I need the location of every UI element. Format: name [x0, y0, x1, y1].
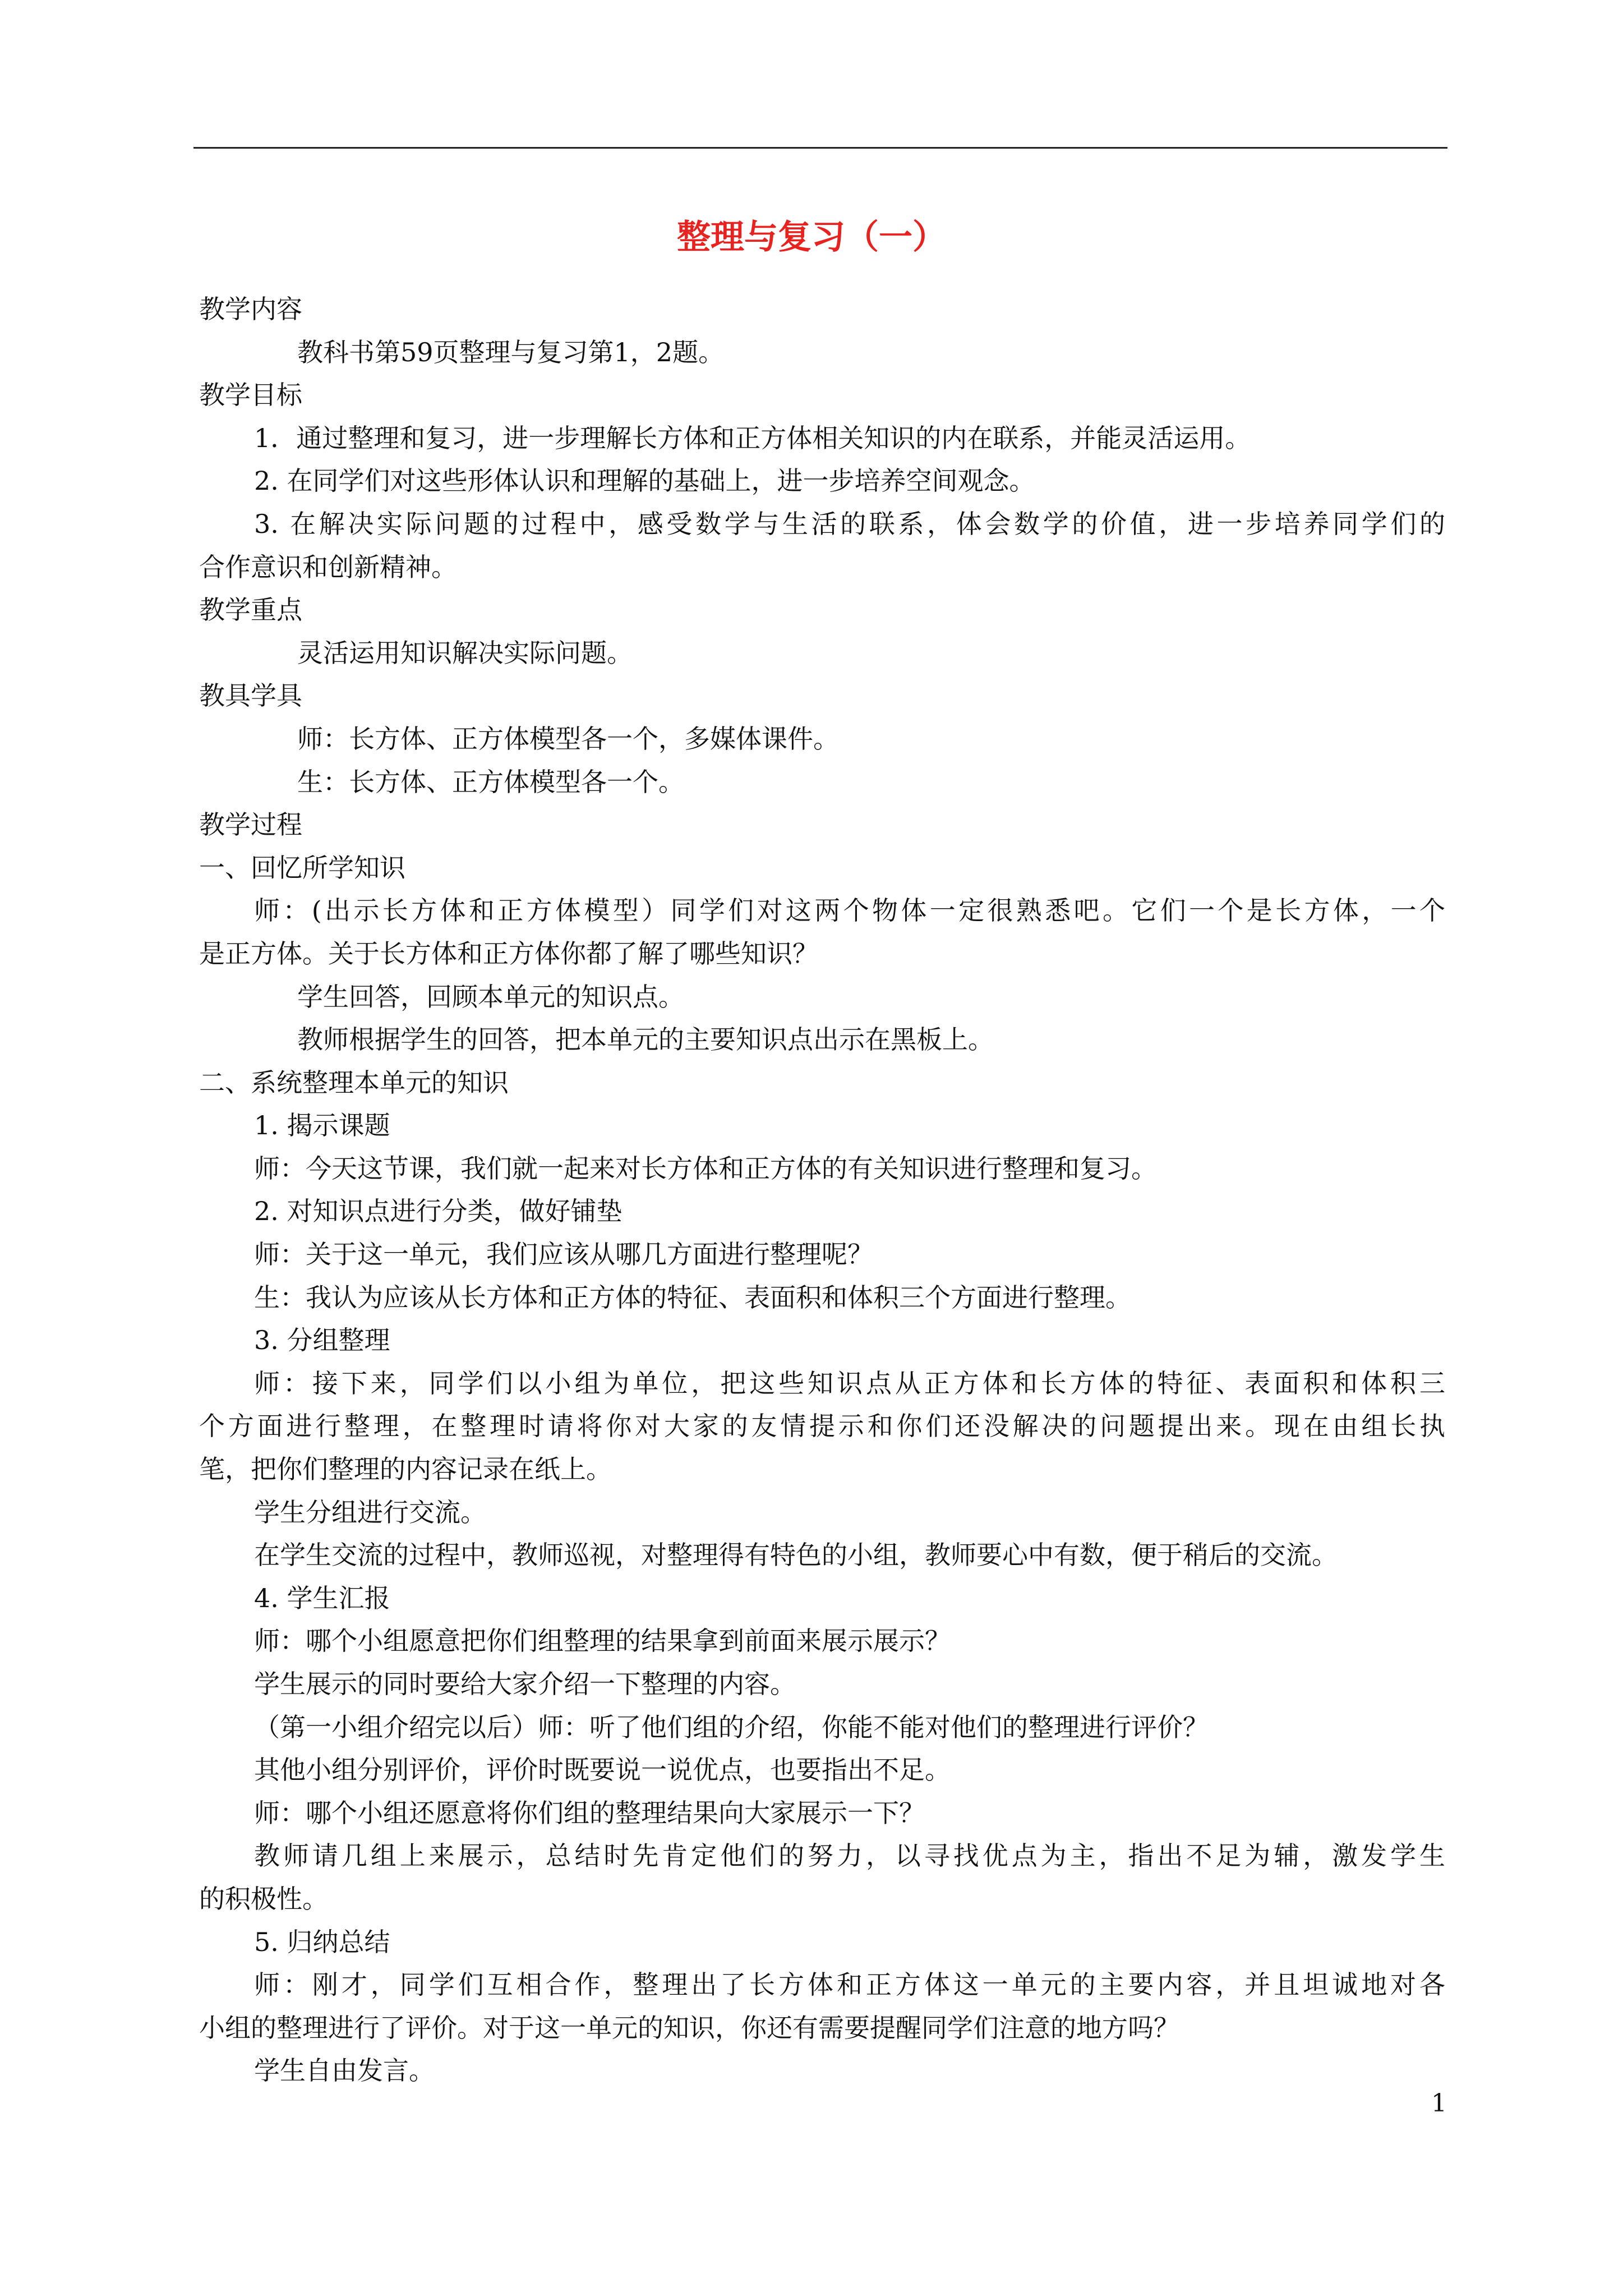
document-body — [199, 288, 1445, 2092]
paragraph-line: 师：今天这节课，我们就一起来对长方体和正方体的有关知识进行整理和复习。 — [254, 1153, 1157, 1184]
paragraph-line: 教师请几组上来展示，总结时先肯定他们的努力，以寻找优点为主，指出不足为辅，激发学生 — [254, 1841, 1445, 1871]
step-heading: 4. 学生汇报 — [254, 1582, 390, 1613]
page-number: 1 — [1431, 2089, 1447, 2118]
paragraph-line: 师：长方体、正方体模型各一个，多媒体课件。 — [297, 723, 839, 754]
paragraph-line: 生：长方体、正方体模型各一个。 — [297, 766, 684, 797]
paragraph-line: 教科书第59页整理与复习第1，2题。 — [297, 337, 725, 367]
subsection-heading: 一、回忆所学知识 — [199, 852, 405, 883]
section-heading: 教学过程 — [199, 809, 302, 840]
paragraph-line: 小组的整理进行了评价。对于这一单元的知识，你还有需要提醒同学们注意的地方吗？ — [199, 2012, 1179, 2043]
paragraph-line: 学生回答，回顾本单元的知识点。 — [297, 981, 684, 1012]
paragraph-line: 学生展示的同时要给大家介绍一下整理的内容。 — [254, 1669, 796, 1699]
paragraph-line: 合作意识和创新精神。 — [199, 551, 457, 582]
section-heading: 教学目标 — [199, 380, 302, 411]
paragraph-line: 教师根据学生的回答，把本单元的主要知识点出示在黑板上。 — [297, 1024, 994, 1055]
section-heading: 教学重点 — [199, 595, 302, 625]
paragraph-line: 在学生交流的过程中，教师巡视，对整理得有特色的小组，教师要心中有数，便于稍后的交流。 — [254, 1540, 1338, 1571]
paragraph-line: 师：(出示长方体和正方体模型）同学们对这两个物体一定很熟悉吧。它们一个是长方体，一个 — [254, 895, 1445, 926]
paragraph-line: 师：哪个小组愿意把你们组整理的结果拿到前面来展示展示？ — [254, 1626, 951, 1657]
list-item: 1．通过整理和复习，进一步理解长方体和正方体相关知识的内在联系，并能灵活运用。 — [254, 422, 1251, 453]
paragraph-line: 灵活运用知识解决实际问题。 — [297, 637, 633, 668]
list-item: 2. 在同学们对这些形体认识和理解的基础上，进一步培养空间观念。 — [254, 466, 1035, 496]
header-rule — [193, 147, 1447, 149]
paragraph-line: 生：我认为应该从长方体和正方体的特征、表面积和体积三个方面进行整理。 — [254, 1282, 1131, 1313]
paragraph-line: 师：哪个小组还愿意将你们组的整理结果向大家展示一下？ — [254, 1797, 925, 1828]
section-heading: 教具学具 — [199, 680, 302, 711]
document-title: 整理与复习（一） — [677, 218, 946, 257]
step-heading: 3. 分组整理 — [254, 1325, 390, 1356]
list-item: 3. 在解决实际问题的过程中，感受数学与生活的联系，体会数学的价值，进一步培养同学们的 — [254, 508, 1445, 539]
step-heading: 5. 归纳总结 — [254, 1926, 390, 1957]
paragraph-line: 是正方体。关于长方体和正方体你都了解了哪些知识？ — [199, 938, 818, 969]
paragraph-line: 学生分组进行交流。 — [254, 1497, 486, 1527]
paragraph-line: 师：刚才，同学们互相合作，整理出了长方体和正方体这一单元的主要内容，并且坦诚地对各 — [254, 1970, 1445, 2000]
paragraph-line: 师：关于这一单元，我们应该从哪几方面进行整理呢？ — [254, 1239, 873, 1270]
paragraph-line: 其他小组分别评价，评价时既要说一说优点，也要指出不足。 — [254, 1755, 951, 1786]
paragraph-line: 笔，把你们整理的内容记录在纸上。 — [199, 1454, 612, 1485]
step-heading: 1. 揭示课题 — [254, 1110, 390, 1141]
paragraph-line: 师：接下来，同学们以小组为单位，把这些知识点从正方体和长方体的特征、表面积和体积三 — [254, 1368, 1445, 1398]
paragraph-line: （第一小组介绍完以后）师：听了他们组的介绍，你能不能对他们的整理进行评价？ — [254, 1711, 1209, 1742]
step-heading: 2. 对知识点进行分类，做好铺垫 — [254, 1196, 623, 1227]
paragraph-line: 学生自由发言。 — [254, 2055, 435, 2086]
paragraph-line: 个方面进行整理，在整理时请将你对大家的友情提示和你们还没解决的问题提出来。现在由组长执 — [199, 1411, 1445, 1442]
section-heading: 教学内容 — [199, 294, 302, 324]
subsection-heading: 二、系统整理本单元的知识 — [199, 1067, 509, 1098]
paragraph-line: 的积极性。 — [199, 1883, 328, 1914]
